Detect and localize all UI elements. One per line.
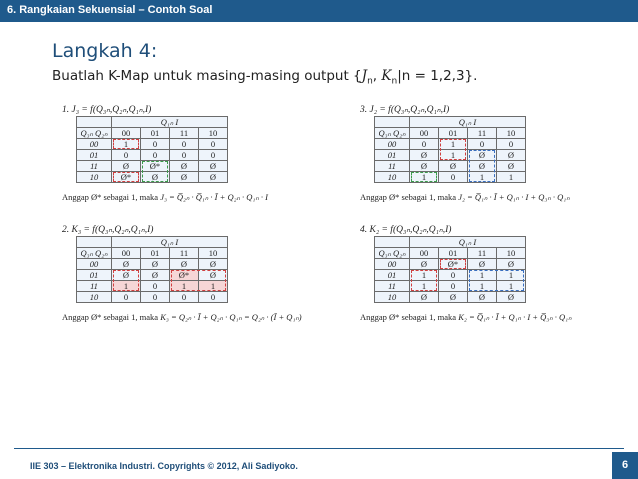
kmap-col-header: 00	[410, 248, 439, 259]
kmap-cell: 0	[141, 139, 170, 150]
kmap-col-var: Q₁ₙ I	[410, 117, 526, 128]
kmap-col-header: 01	[141, 128, 170, 139]
kmap-cell: 1	[410, 172, 439, 183]
kmap-cell: 0	[170, 150, 199, 161]
kmap-note-text: Anggap Ø* sebagai 1, maka	[360, 192, 459, 202]
kmap-col-header: 11	[468, 248, 497, 259]
kmap-cell: 1	[439, 150, 468, 161]
kmap-note-expression: J₃ = Q̅₂ₙ · Q̅₁ₙ · Ī + Q₂ₙ · Q₁ₙ · I	[160, 192, 268, 202]
kmap-cell: Ø	[199, 270, 228, 281]
kmap-row	[77, 161, 228, 172]
kmap-cell: 0	[170, 292, 199, 303]
kmap-cell: 1	[112, 139, 141, 150]
kmap-col-header: 11	[170, 128, 199, 139]
kmap-row-header: 11	[77, 161, 112, 172]
kmap-cell: 0	[141, 292, 170, 303]
page-number-box	[612, 452, 638, 479]
kmap-col-header: 10	[199, 128, 228, 139]
kmap-cell: Ø	[112, 270, 141, 281]
kmap-cell: Ø	[439, 292, 468, 303]
kmap-row	[77, 172, 228, 183]
kmap-note	[62, 312, 302, 323]
kmap-cell: Ø	[410, 161, 439, 172]
kmap-cell: 0	[170, 139, 199, 150]
kmap-row	[375, 150, 526, 161]
kmap-col-header: 00	[410, 128, 439, 139]
kmap-col-var: Q₁ₙ I	[410, 237, 526, 248]
kmap-note-text: Anggap Ø* sebagai 1, maka	[360, 312, 459, 322]
kmap-note-expression: K₃ = Q₂ₙ · Ī + Q₂ₙ · Q₁ₙ = Q₂ₙ · (Ī + Q₁ₙ)	[160, 312, 302, 322]
kmap-equation: 2. K₃ = f(Q₃ₙ,Q₂ₙ,Q₁ₙ,I)	[62, 225, 154, 235]
subheading-sub-n2: n	[391, 76, 398, 87]
kmap-row	[375, 259, 526, 270]
kmap-cell: 1	[497, 172, 526, 183]
kmap-note-expression: K₂ = Q̅₁ₙ · Ī + Q₁ₙ · I + Q̅₃ₙ · Q₁ₙ	[458, 312, 572, 322]
kmap-note	[360, 312, 572, 323]
kmap-col-header: 01	[439, 248, 468, 259]
kmap-col-var: Q₁ₙ I	[112, 117, 228, 128]
kmap-cell: 0	[199, 139, 228, 150]
kmap-row	[77, 150, 228, 161]
kmap-row	[375, 281, 526, 292]
kmap-cell: 1	[439, 139, 468, 150]
kmap-row	[77, 270, 228, 281]
kmap-cell: 1	[410, 270, 439, 281]
kmap-row-header: 10	[375, 292, 410, 303]
kmap-cell: Ø	[141, 172, 170, 183]
kmap-table	[374, 116, 526, 183]
kmap-row-header: 01	[375, 150, 410, 161]
kmap-row-var: Q₃ₙ Q₂ₙ	[375, 128, 410, 139]
kmap-row-header: 00	[375, 139, 410, 150]
subheading-var-j: J	[361, 68, 368, 84]
kmap-row	[77, 281, 228, 292]
kmap-cell: Ø	[497, 259, 526, 270]
kmap-cell: Ø*	[170, 270, 199, 281]
kmap-col-header: 00	[112, 128, 141, 139]
kmap-col-header: 10	[199, 248, 228, 259]
kmap-cell: 1	[468, 270, 497, 281]
kmap-cell: 1	[468, 172, 497, 183]
subheading-sub-n: n	[367, 76, 373, 87]
kmap-row	[77, 259, 228, 270]
kmap-col-header: 11	[468, 128, 497, 139]
kmap-cell: Ø	[439, 161, 468, 172]
kmap-table	[76, 236, 228, 303]
kmap-cell: 1	[497, 281, 526, 292]
kmap-equation: 4. K₂ = f(Q₃ₙ,Q₂ₙ,Q₁ₙ,I)	[360, 225, 452, 235]
kmap-row-header: 11	[375, 161, 410, 172]
kmap-row	[375, 161, 526, 172]
kmap-cell: 1	[112, 281, 141, 292]
kmap-row-header: 10	[77, 292, 112, 303]
kmap-table	[76, 116, 228, 183]
kmap-row	[375, 292, 526, 303]
kmap-cell: Ø	[497, 292, 526, 303]
kmap-cell: Ø	[468, 161, 497, 172]
kmap-note-text: Anggap Ø* sebagai 1, maka	[62, 312, 161, 322]
kmap-cell: Ø*	[141, 161, 170, 172]
kmap-cell: Ø	[112, 259, 141, 270]
kmap-j2	[360, 104, 620, 214]
kmap-col-var: Q₁ₙ I	[112, 237, 228, 248]
kmap-cell: Ø	[497, 161, 526, 172]
kmap-row-header: 10	[77, 172, 112, 183]
kmap-col-header: 00	[112, 248, 141, 259]
kmap-row	[375, 270, 526, 281]
kmap-corner	[77, 117, 112, 128]
kmap-equation: 3. J₂ = f(Q₃ₙ,Q₂ₙ,Q₁ₙ,I)	[360, 105, 450, 115]
subheading-var-k: K	[381, 68, 392, 84]
kmap-corner	[77, 237, 112, 248]
kmap-j3	[62, 104, 312, 214]
kmap-cell: 1	[410, 281, 439, 292]
kmap-col-header: 11	[170, 248, 199, 259]
kmap-row-var: Q₃ₙ Q₂ₙ	[375, 248, 410, 259]
kmap-note	[360, 192, 570, 203]
kmap-cell: 0	[112, 150, 141, 161]
kmap-cell: 0	[439, 172, 468, 183]
slide-header-bar	[0, 0, 638, 22]
kmap-corner	[375, 117, 410, 128]
page-number: 6	[621, 459, 629, 471]
kmap-cell: Ø	[468, 292, 497, 303]
kmap-row	[77, 139, 228, 150]
kmap-note-text: Anggap Ø* sebagai 1, maka	[62, 192, 161, 202]
kmap-row-var: Q₃ₙ Q₂ₙ	[77, 128, 112, 139]
kmap-cell: 0	[112, 292, 141, 303]
kmap-col-header: 10	[497, 128, 526, 139]
kmap-cell: Ø	[199, 259, 228, 270]
slide-subheading: Buatlah K-Map untuk masing-masing output {$J_n$, $K_n|n = 1,2,3$}.	[52, 68, 478, 87]
kmap-cell: 0	[141, 281, 170, 292]
kmap-equation: 1. J₃ = f(Q₃ₙ,Q₂ₙ,Q₁ₙ,I)	[62, 105, 152, 115]
kmap-row-header: 11	[77, 281, 112, 292]
kmap-cell: Ø	[468, 259, 497, 270]
kmap-row	[77, 292, 228, 303]
kmap-cell: Ø	[468, 150, 497, 161]
kmap-row	[375, 172, 526, 183]
kmap-k2	[360, 224, 620, 336]
kmap-note-expression: J₂ = Q̅₁ₙ · Ī + Q₁ₙ · I + Q₃ₙ · Q₁ₙ	[458, 192, 570, 202]
footer-divider	[14, 448, 624, 449]
kmap-row-header: 01	[375, 270, 410, 281]
kmap-cell: Ø	[170, 259, 199, 270]
kmap-note	[62, 192, 268, 203]
kmap-cell: Ø	[410, 150, 439, 161]
kmap-cell: 1	[468, 281, 497, 292]
kmap-row	[375, 139, 526, 150]
kmap-row-header: 01	[77, 270, 112, 281]
kmap-cell: Ø	[112, 161, 141, 172]
kmap-cell: 1	[497, 270, 526, 281]
kmap-cell: Ø	[199, 172, 228, 183]
kmap-cell: 0	[199, 150, 228, 161]
kmap-row-header: 10	[375, 172, 410, 183]
kmap-cell: Ø	[199, 161, 228, 172]
footer-copyright: IIE 303 – Elektronika Industri. Copyrights © 2012, Ali Sadiyoko.	[30, 461, 298, 471]
kmap-cell: Ø*	[112, 172, 141, 183]
kmap-cell: Ø*	[439, 259, 468, 270]
kmap-cell: Ø	[141, 259, 170, 270]
subheading-pre: Buatlah K-Map untuk masing-masing output {	[52, 68, 362, 84]
kmap-cell: 1	[199, 281, 228, 292]
kmap-cell: Ø	[410, 292, 439, 303]
subheading-post: |n = 1,2,3}.	[397, 68, 478, 84]
kmap-row-var: Q₃ₙ Q₂ₙ	[77, 248, 112, 259]
kmap-cell: Ø	[497, 150, 526, 161]
kmap-cell: 0	[497, 139, 526, 150]
kmap-corner	[375, 237, 410, 248]
kmap-cell: 0	[410, 139, 439, 150]
kmap-cell: 0	[141, 150, 170, 161]
kmap-col-header: 01	[439, 128, 468, 139]
kmap-cell: Ø	[141, 270, 170, 281]
kmap-col-header: 10	[497, 248, 526, 259]
slide-heading: Langkah 4:	[52, 40, 158, 62]
kmap-cell: Ø	[170, 172, 199, 183]
kmap-k3	[62, 224, 352, 336]
kmap-table	[374, 236, 526, 303]
kmap-cell: 0	[439, 270, 468, 281]
slide-section-title: 6. Rangkaian Sekuensial – Contoh Soal	[7, 4, 213, 16]
kmap-cell: 1	[170, 281, 199, 292]
kmap-col-header: 01	[141, 248, 170, 259]
kmap-cell: Ø	[170, 161, 199, 172]
kmap-row-header: 01	[77, 150, 112, 161]
kmap-row-header: 00	[375, 259, 410, 270]
kmap-row-header: 11	[375, 281, 410, 292]
kmap-cell: 0	[439, 281, 468, 292]
kmap-row-header: 00	[77, 259, 112, 270]
kmap-cell: 0	[199, 292, 228, 303]
kmap-cell: 0	[468, 139, 497, 150]
kmap-row-header: 00	[77, 139, 112, 150]
kmap-cell: Ø	[410, 259, 439, 270]
